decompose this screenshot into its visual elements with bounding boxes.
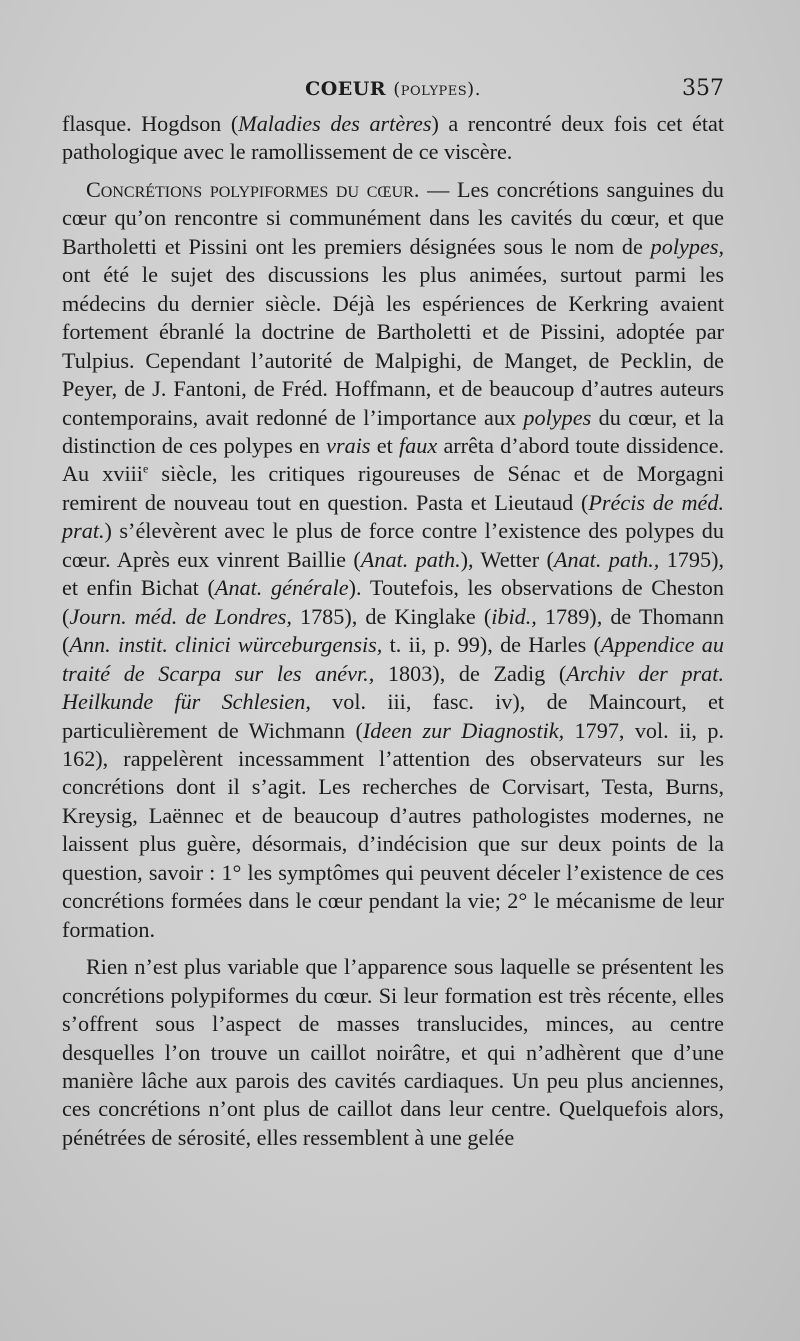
citation-title: Maladies des artères — [238, 111, 432, 136]
text-run: vol. iii, fasc. iv), de Maincourt, et particulièrement de Wichmann ( — [62, 689, 725, 743]
paragraph-spacer — [62, 167, 724, 176]
text-run: 1803), de Zadig ( — [374, 660, 567, 686]
citation-title: Ann. instit. clinici würceburgensis, — [69, 632, 383, 658]
citation-title: Appendice au traité de Scarpa sur les anévr., — [62, 632, 724, 686]
citation-title: Anat. path. — [360, 546, 461, 572]
paragraph-appearance — [62, 953, 724, 1152]
italic-term: faux — [399, 432, 438, 458]
citation-title: Précis de méd. prat. — [62, 489, 725, 544]
text-run: Rien n’est plus variable que l’apparence sous laquelle se présentent les concrétions polypiformes du cœur. Si leur formation est très récente, elles s’offrent sous l’aspect de masses translucides, minces, au centre desquelles l’on trouve un caillot noirâtre, et qui n’adhèrent que d’une manière lâche aux parois des cavités cardiaques. Un peu plus anciennes, ces concrétions n’ont plus de caillot dans leur centre. Quelquefois alors, pénétrées de sérosité, elles ressemblent à une gelée — [62, 954, 724, 1150]
text-run: du cœur, et la distinction de ces polypes en — [62, 404, 724, 458]
text-run: t. ii, p. 99), de Harles ( — [382, 632, 601, 658]
paragraph-continuation — [62, 110, 724, 167]
section-lead-heading: Concrétions polypiformes du cœur. — [86, 176, 420, 202]
citation-title: Anat. générale — [214, 575, 349, 601]
running-title — [62, 78, 724, 100]
text-run: et — [370, 432, 399, 458]
text-run: flasque. Hogdson ( — [62, 111, 239, 136]
page-number: 357 — [682, 76, 724, 101]
citation-title: Anat. path., — [553, 546, 660, 572]
citation-title: ibid., — [491, 603, 537, 629]
text-run: siècle, les critiques rigoureuses de Sénac et de Morgagni remirent de nouveau tout en question. Pasta et Lieutaud ( — [62, 461, 724, 515]
page-header — [62, 74, 724, 108]
italic-term: vrais — [326, 432, 371, 458]
text-run: 1789), de Thomann ( — [62, 603, 724, 658]
text-run: arrêta d’abord toute dissidence. Au xviii — [62, 432, 724, 487]
text-run: ), Wetter ( — [460, 546, 554, 572]
italic-term: polypes, — [650, 233, 724, 259]
running-title-main: COEUR — [305, 78, 387, 100]
text-run: ont été le sujet des discussions les plus animées, surtout parmi les médecins du dernier siècle. Déjà les espériences de Kerkring avaient fortement ébranlé la doctrine de Bartholetti et de Pissini, adoptée par Tulpius. Cependant l’autorité de Malpighi, de Manget, de Pecklin, de Peyer, de J. Fantoni, de Fréd. Hoffmann, et de beaucoup d’autres auteurs contemporains, avait redonné de l’importance aux — [62, 262, 724, 430]
text-run: — Les concrétions sanguines du cœur qu’on rencontre si communément dans les cavités du cœur, et que Bartholetti et Pissini ont les premiers désignées sous le nom de — [62, 176, 724, 259]
paragraph-spacer — [62, 944, 724, 953]
paragraph-concretions — [62, 176, 724, 944]
text-run: 1795), et enfin Bichat ( — [62, 546, 725, 601]
body-text — [62, 110, 724, 1152]
italic-term: polypes — [523, 404, 592, 430]
text-run: ) s’élevèrent avec le plus de force contre l’existence des polypes du cœur. Après eux vinrent Baillie ( — [62, 518, 724, 572]
text-run: 1797, vol. ii, p. 162), rappelèrent incessamment l’attention des observateurs sur les concrétions dont il s’agit. Les recherches de Corvisart, Testa, Burns, Kreysig, Laënnec et de beaucoup d’autres pathologistes modernes, ne laissent plus guère, désormais, d’indécision que sur deux points de la question, savoir : 1° les symptômes qui peuvent déceler l’existence de ces concrétions formées dans le cœur pendant la vie; 2° le mécanisme de leur formation. — [62, 717, 724, 942]
text-run: 1785), de Kinglake ( — [291, 603, 492, 629]
text-run: ) a rencontré deux fois cet état pathologique avec le ramollissement de ce viscère. — [62, 111, 724, 165]
citation-title: Archiv der prat. Heilkunde für Schlesien, — [62, 660, 724, 715]
superscript: e — [142, 462, 149, 477]
text-run: ). Toutefois, les observations de Cheston ( — [62, 575, 724, 629]
citation-title: Journ. méd. de Londres, — [69, 603, 292, 629]
running-title-sub: (polypes). — [393, 79, 481, 100]
citation-title: Ideen zur Diagnostik, — [362, 717, 565, 743]
